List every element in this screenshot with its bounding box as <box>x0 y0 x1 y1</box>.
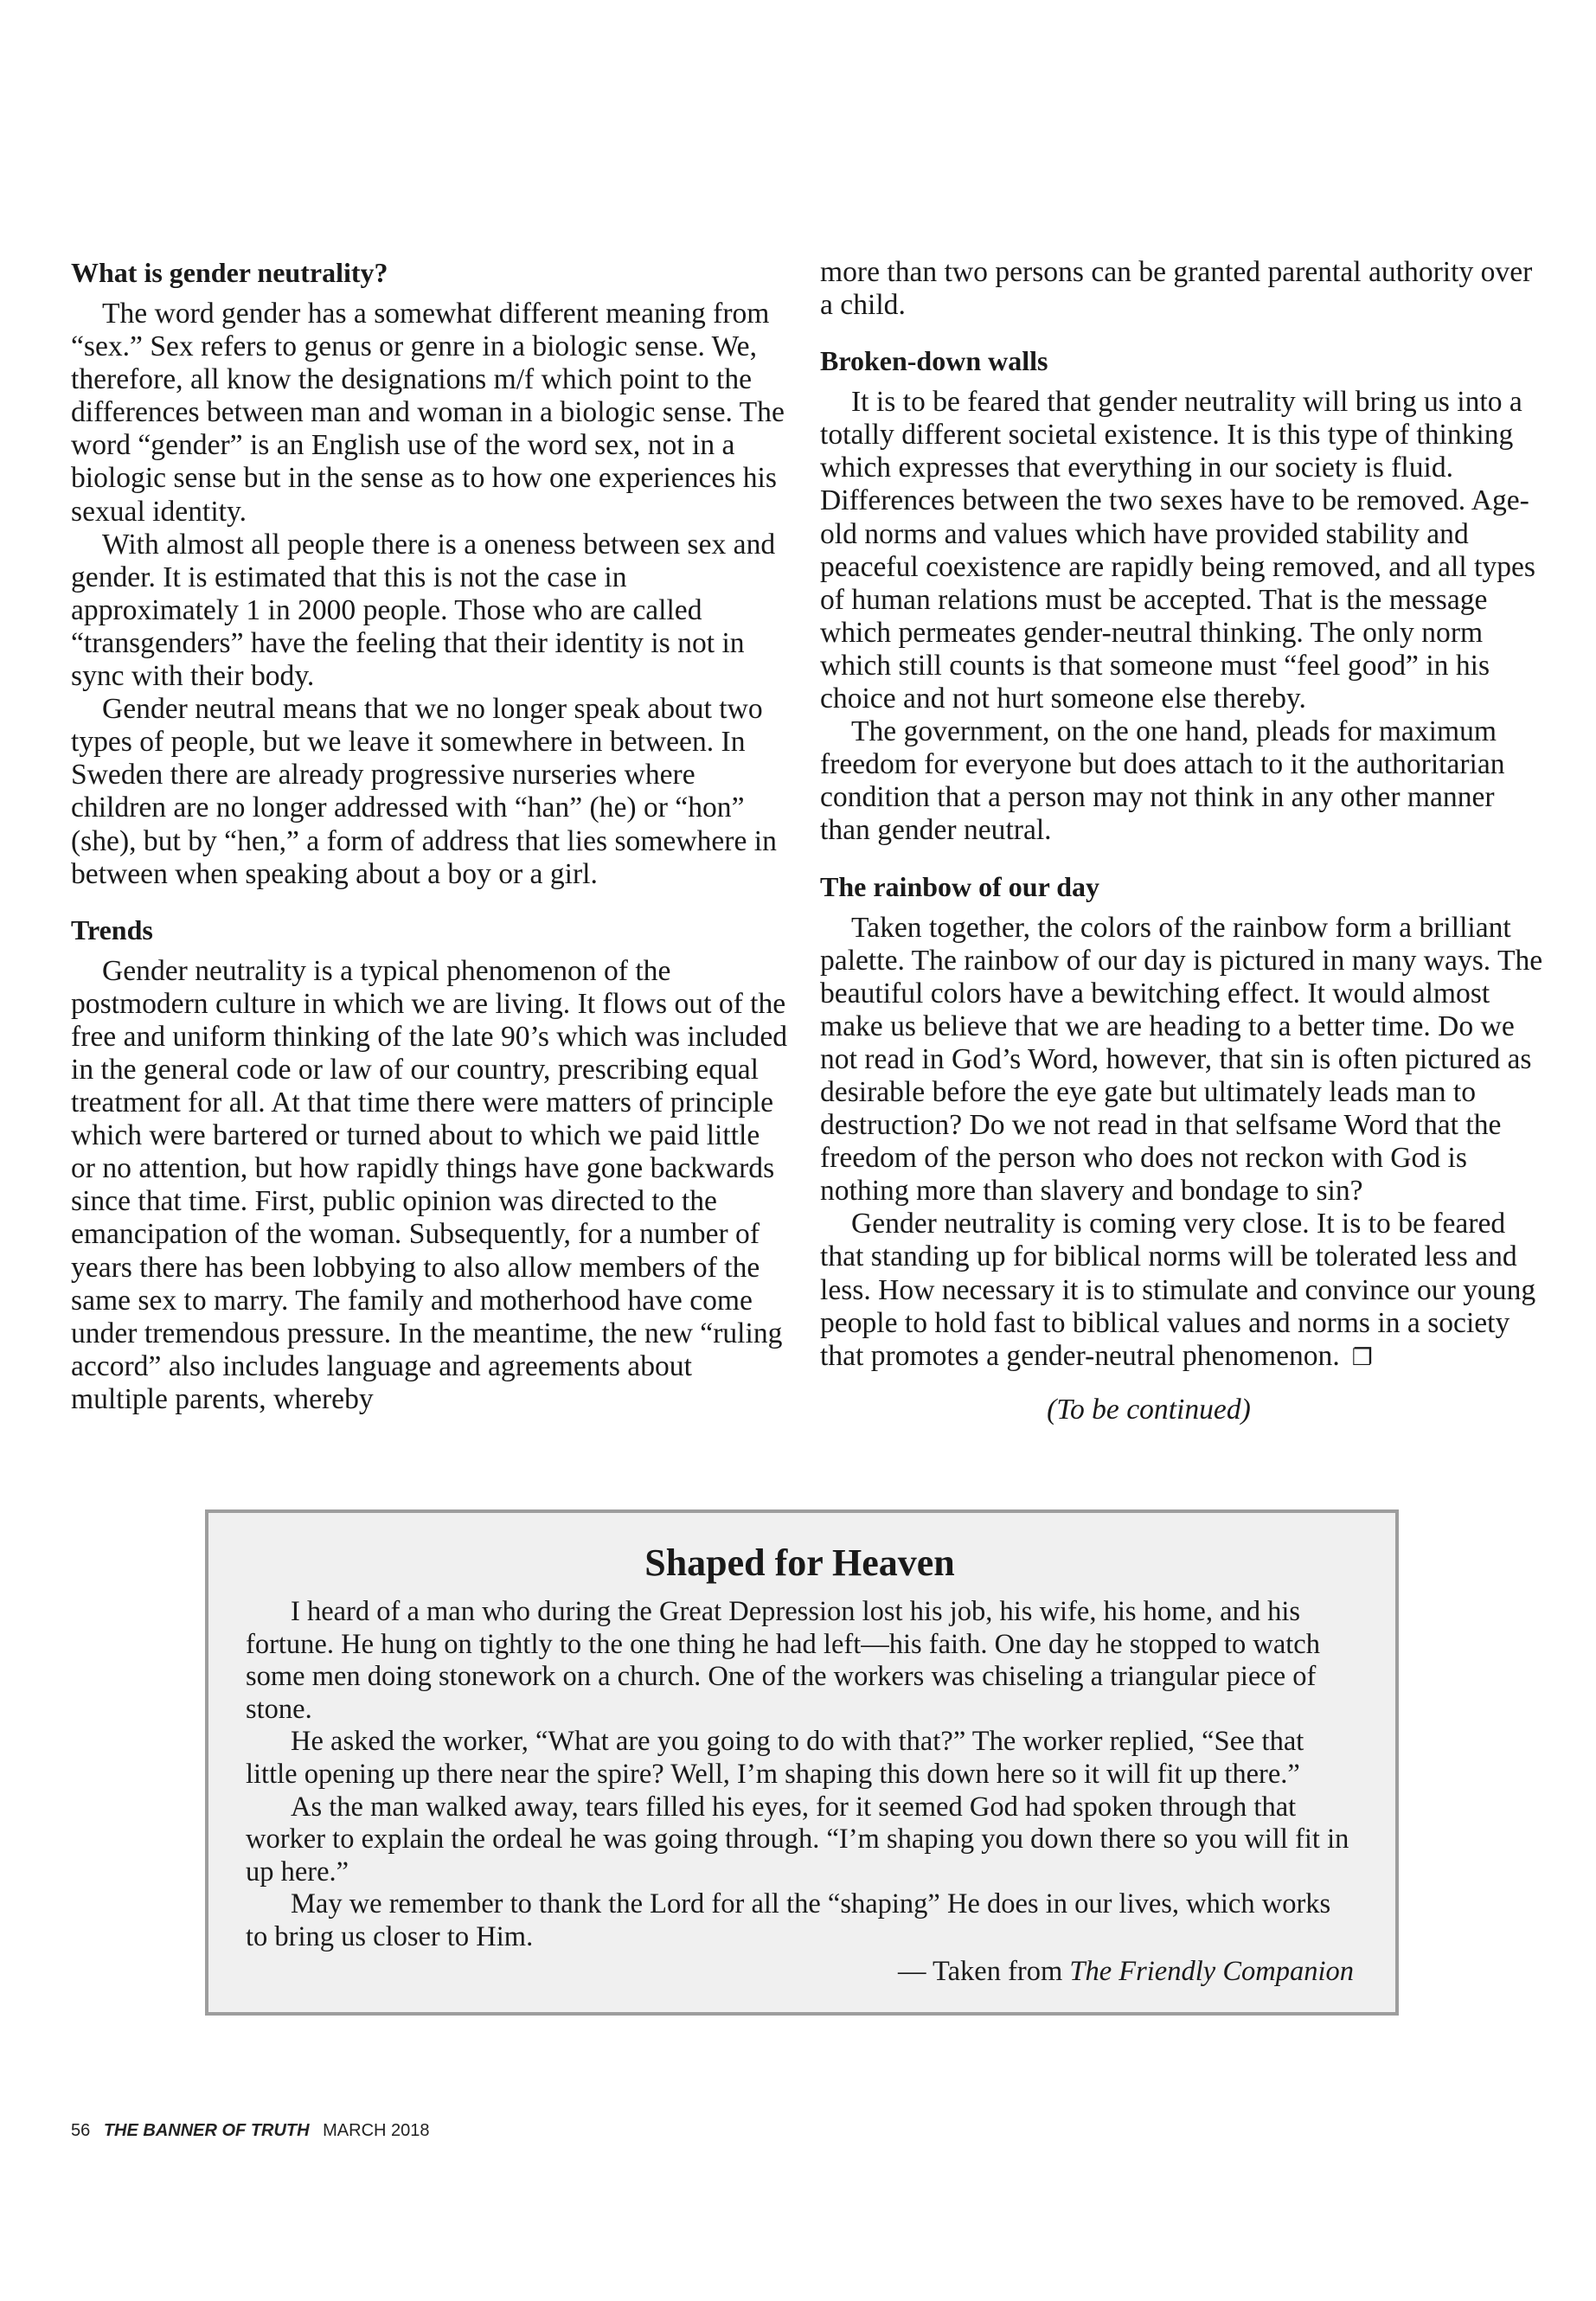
attribution-prefix: — Taken from <box>898 1955 1063 1987</box>
magazine-title: THE BANNER OF TRUTH <box>103 2121 310 2140</box>
sidebar-attribution <box>246 1956 1354 1989</box>
page-footer <box>71 2121 430 2141</box>
section-heading: What is gender neutrality? <box>71 257 388 288</box>
paragraph-continuation: more than two persons can be granted parental authority over a child. <box>820 256 1533 322</box>
left-column <box>71 256 789 1416</box>
paragraph: The government, on the one hand, pleads for maximum freedom for everyone but does attach to it the authoritarian condition that a person may not think in any other manner than gender neutral. <box>820 715 1505 847</box>
paragraph: With almost all people there is a oneness between sex and gender. It is estimated that this is not the case in approximately 1 in 2000 people. Those who are called “transgenders” have the feeling that their identity is not in sync with their body. <box>71 528 776 693</box>
paragraph: Gender neutral means that we no longer speak about two types of people, but we leave it somewhere in between. In Sweden there are already progressive nurseries where children are no longer addressed with “han” (he) or “hon” (she), but by “hen,” a form of address that lies somewhere in between when speaking about a boy or a girl. <box>71 693 777 890</box>
sidebar-paragraph: I heard of a man who during the Great Depression lost his job, his wife, his home, and his fortune. He hung on tightly to the one thing he had left—his faith. One day he stopped to watch some men doing stonework on a church. One of the workers was chiseling a triangular piece of stone. <box>246 1596 1320 1725</box>
sidebar-paragraph: May we remember to thank the Lord for all the “shaping” He does in our lives, which works to bring us closer to Him. <box>246 1888 1331 1952</box>
section-heading: The rainbow of our day <box>820 870 1100 902</box>
paragraph: Gender neutrality is a typical phenomenon of the postmodern culture in which we are living. It flows out of the free and uniform thinking of the late 90’s which was included in the general code or law of our country, prescribing equal treatment for all. At that time there were matters of principle which were bartered or turned about to which we paid little or no attention, but how rapidly things have gone backwards since that time. First, public opinion was directed to the emancipation of the woman. Subsequently, for a number of years there has been lobbying to also allow members of the same sex to marry. The family and motherhood have come under tremendous pressure. In the meantime, the new “ruling accord” also includes language and agreements about multiple parents, whereby <box>71 954 788 1415</box>
page-number: 56 <box>71 2121 91 2140</box>
sidebar-box <box>205 1509 1399 2016</box>
end-of-article-icon: ❐ <box>1351 1343 1373 1371</box>
sidebar-title: Shaped for Heaven <box>644 1541 955 1584</box>
paragraph: The word gender has a somewhat different meaning from “sex.” Sex refers to genus or genre in a biologic sense. We, therefore, all know the designations m/f which point to the differences between man and woman in a biologic sense. The word “gender” is an English use of the word sex, not in a biologic sense but in the sense as to how one experiences his sexual identity. <box>71 298 785 528</box>
paragraph <box>820 1208 1547 1374</box>
section-heading: Trends <box>71 913 153 945</box>
section-heading: Broken-down walls <box>820 345 1048 377</box>
issue-date: MARCH 2018 <box>323 2121 430 2140</box>
paragraph: It is to be feared that gender neutrality will bring us into a totally different societal existence. It is this type of thinking which expresses that everything in our society is fluid. Differences between the two sexes have to be removed. Age-old norms and values which have provided stability and peaceful coexistence are rapidly being removed, and all types of human relations must be accepted. That is the message which permeates gender-neutral thinking. The only norm which still counts is that someone must “feel good” in his choice and not hurt someone else thereby. <box>820 386 1535 715</box>
attribution-source: The Friendly Companion <box>1069 1955 1354 1987</box>
sidebar-paragraph: He asked the worker, “What are you going to do with that?” The worker replied, “See that little opening up there near the spire? Well, I’m shaping this down here so it will fit up there.” <box>246 1726 1304 1790</box>
to-be-continued-note: (To be continued) <box>1047 1393 1251 1426</box>
sidebar-paragraph: As the man walked away, tears filled his eyes, for it seemed God had spoken through that worker to explain the ordeal he was going through. “I’m shaping you down there so you will fit in up here.” <box>246 1791 1349 1888</box>
paragraph-text: Gender neutrality is coming very close. It is to be feared that standing up for biblical norms will be tolerated less and less. How necessary it is to stimulate and convince our young people to hold fast to biblical values and norms in a society that promotes a gender-neutral phenomenon. <box>820 1208 1536 1372</box>
paragraph: Taken together, the colors of the rainbow form a brilliant palette. The rainbow of our day is pictured in many ways. The beautiful colors have a bewitching effect. It would almost make us believe that we are heading to a better time. Do we not read in God’s Word, however, that sin is often pictured as desirable before the eye gate but ultimately leads man to destruction? Do we not read in that selfsame Word that the freedom of the person who does not reckon with God is nothing more than slavery and bondage to sin? <box>820 911 1543 1208</box>
right-column <box>820 256 1547 1426</box>
